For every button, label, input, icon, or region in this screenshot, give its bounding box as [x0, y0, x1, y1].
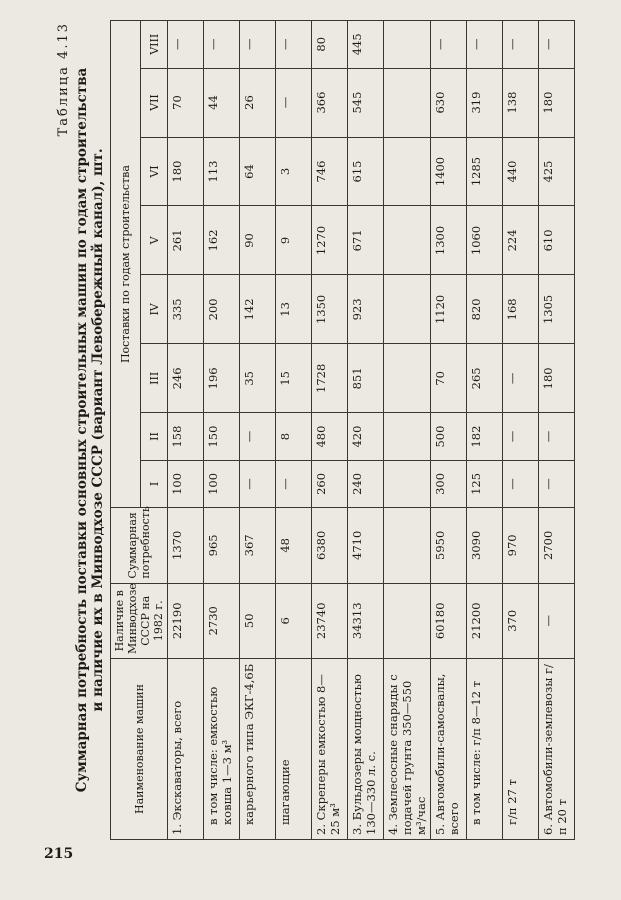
header-year: II: [141, 413, 168, 460]
cell-year: 8: [276, 413, 312, 460]
cell-year: [384, 68, 431, 137]
cell-available: 6: [276, 583, 312, 658]
cell-year: 1728: [312, 344, 348, 413]
cell-year: 615: [348, 137, 384, 206]
cell-year: —: [539, 460, 575, 507]
row-name: 5. Автомобили-самосвалы, всего: [431, 658, 467, 839]
cell-year: 1305: [539, 275, 575, 344]
cell-total: 2700: [539, 508, 575, 583]
cell-year: 180: [168, 137, 204, 206]
row-name: 1. Экскаваторы, всего: [168, 658, 204, 839]
cell-available: [384, 583, 431, 658]
cell-year: 70: [431, 344, 467, 413]
header-name: Наименование машин: [111, 658, 168, 839]
cell-year: 610: [539, 206, 575, 275]
machines-table: [110, 20, 575, 840]
cell-year: 425: [539, 137, 575, 206]
cell-available: —: [539, 583, 575, 658]
cell-year: 1060: [467, 206, 503, 275]
cell-available: 22190: [168, 583, 204, 658]
cell-year: 260: [312, 460, 348, 507]
cell-year: 1270: [312, 206, 348, 275]
cell-total: 965: [204, 508, 240, 583]
row-name: в том числе: емкостью ковша 1—3 м³: [204, 658, 240, 839]
cell-total: 1370: [168, 508, 204, 583]
cell-year: 923: [348, 275, 384, 344]
cell-available: 370: [503, 583, 539, 658]
cell-year: 671: [348, 206, 384, 275]
table-row: [348, 21, 384, 840]
cell-year: 630: [431, 68, 467, 137]
header-available: Наличие в Минводхозе СССР на 1982 г.: [111, 583, 168, 658]
cell-available: 50: [240, 583, 276, 658]
table-row: [539, 21, 575, 840]
table-row: [467, 21, 503, 840]
row-name: шагающие: [276, 658, 312, 839]
cell-year: 3: [276, 137, 312, 206]
table-title-line-1: Суммарная потребность поставки основных строительных машин по годам строительства: [74, 67, 90, 793]
cell-year: 200: [204, 275, 240, 344]
row-name: г/п 27 т: [503, 658, 539, 839]
cell-year: —: [503, 21, 539, 69]
cell-total: 367: [240, 508, 276, 583]
table-row: [312, 21, 348, 840]
header-year: VIII: [141, 21, 168, 69]
cell-year: —: [240, 413, 276, 460]
cell-year: [384, 21, 431, 69]
cell-year: 1120: [431, 275, 467, 344]
cell-year: —: [276, 460, 312, 507]
cell-year: 162: [204, 206, 240, 275]
cell-year: 746: [312, 137, 348, 206]
cell-year: —: [276, 68, 312, 137]
header-year: VI: [141, 137, 168, 206]
cell-year: —: [240, 21, 276, 69]
cell-year: 100: [168, 460, 204, 507]
cell-year: 246: [168, 344, 204, 413]
cell-year: 125: [467, 460, 503, 507]
cell-year: —: [539, 21, 575, 69]
cell-year: 265: [467, 344, 503, 413]
cell-year: 15: [276, 344, 312, 413]
cell-year: 44: [204, 68, 240, 137]
cell-year: [384, 137, 431, 206]
cell-available: 23740: [312, 583, 348, 658]
cell-total: 5950: [431, 508, 467, 583]
header-year: V: [141, 206, 168, 275]
header-year: III: [141, 344, 168, 413]
row-name: карьерного типа ЭКГ-4,6Б: [240, 658, 276, 839]
row-name: 4. Землесосные снаряды с подачей грунта 350—550 м³/час: [384, 658, 431, 839]
row-name: 2. Скреперы емкостью 8—25 м³: [312, 658, 348, 839]
cell-year: 335: [168, 275, 204, 344]
table-row: [431, 21, 467, 840]
table-title: [74, 20, 106, 840]
cell-total: 3090: [467, 508, 503, 583]
cell-year: 180: [539, 68, 575, 137]
cell-year: 100: [204, 460, 240, 507]
table-row: [168, 21, 204, 840]
row-name: в том числе: г/п 8—12 т: [467, 658, 503, 839]
cell-year: 182: [467, 413, 503, 460]
cell-year: 64: [240, 137, 276, 206]
cell-year: 1300: [431, 206, 467, 275]
cell-year: 851: [348, 344, 384, 413]
cell-available: 60180: [431, 583, 467, 658]
table-label: Таблица 4.13: [56, 22, 71, 137]
cell-year: —: [503, 344, 539, 413]
cell-year: 224: [503, 206, 539, 275]
cell-year: 1400: [431, 137, 467, 206]
cell-year: —: [431, 21, 467, 69]
header-year: IV: [141, 275, 168, 344]
cell-year: 80: [312, 21, 348, 69]
table-row: [204, 21, 240, 840]
cell-year: 90: [240, 206, 276, 275]
cell-year: —: [503, 413, 539, 460]
row-name: 6. Автомобили-землевозы г/п 20 т: [539, 658, 575, 839]
cell-year: [384, 413, 431, 460]
cell-year: 440: [503, 137, 539, 206]
table-title-line-2: и наличие их в Минводхозе СССР (вариант Левобережный канал), шт.: [90, 148, 106, 712]
cell-total: [384, 508, 431, 583]
cell-total: 4710: [348, 508, 384, 583]
cell-year: [384, 460, 431, 507]
cell-year: 113: [204, 137, 240, 206]
cell-total: 6380: [312, 508, 348, 583]
page-number: 215: [44, 846, 74, 862]
cell-year: [384, 206, 431, 275]
table-row: [276, 21, 312, 840]
cell-year: [384, 275, 431, 344]
table-row: [384, 21, 431, 840]
cell-year: 158: [168, 413, 204, 460]
cell-year: 168: [503, 275, 539, 344]
cell-available: 2730: [204, 583, 240, 658]
header-total: Суммарная потребность: [111, 508, 168, 583]
header-deliveries: Поставки по годам строительства: [111, 21, 141, 508]
cell-year: 319: [467, 68, 503, 137]
cell-available: 34313: [348, 583, 384, 658]
cell-year: 500: [431, 413, 467, 460]
cell-year: [384, 344, 431, 413]
table-row: [240, 21, 276, 840]
cell-year: 261: [168, 206, 204, 275]
header-year: VII: [141, 68, 168, 137]
cell-year: —: [168, 21, 204, 69]
row-name: 3. Бульдозеры мощностью 130—330 л. с.: [348, 658, 384, 839]
cell-year: 70: [168, 68, 204, 137]
cell-year: 366: [312, 68, 348, 137]
cell-year: 820: [467, 275, 503, 344]
table-row: [503, 21, 539, 840]
header-year: I: [141, 460, 168, 507]
cell-year: —: [539, 413, 575, 460]
cell-year: 240: [348, 460, 384, 507]
cell-year: —: [467, 21, 503, 69]
cell-year: —: [240, 460, 276, 507]
cell-year: —: [276, 21, 312, 69]
cell-year: 180: [539, 344, 575, 413]
cell-total: 48: [276, 508, 312, 583]
cell-year: 445: [348, 21, 384, 69]
cell-year: 26: [240, 68, 276, 137]
cell-year: —: [204, 21, 240, 69]
cell-available: 21200: [467, 583, 503, 658]
cell-year: 9: [276, 206, 312, 275]
cell-total: 970: [503, 508, 539, 583]
cell-year: 138: [503, 68, 539, 137]
cell-year: 545: [348, 68, 384, 137]
rotated-table-block: [56, 20, 576, 840]
cell-year: 196: [204, 344, 240, 413]
cell-year: 300: [431, 460, 467, 507]
cell-year: —: [503, 460, 539, 507]
cell-year: 142: [240, 275, 276, 344]
cell-year: 35: [240, 344, 276, 413]
cell-year: 150: [204, 413, 240, 460]
cell-year: 1285: [467, 137, 503, 206]
cell-year: 480: [312, 413, 348, 460]
cell-year: 420: [348, 413, 384, 460]
cell-year: 13: [276, 275, 312, 344]
cell-year: 1350: [312, 275, 348, 344]
